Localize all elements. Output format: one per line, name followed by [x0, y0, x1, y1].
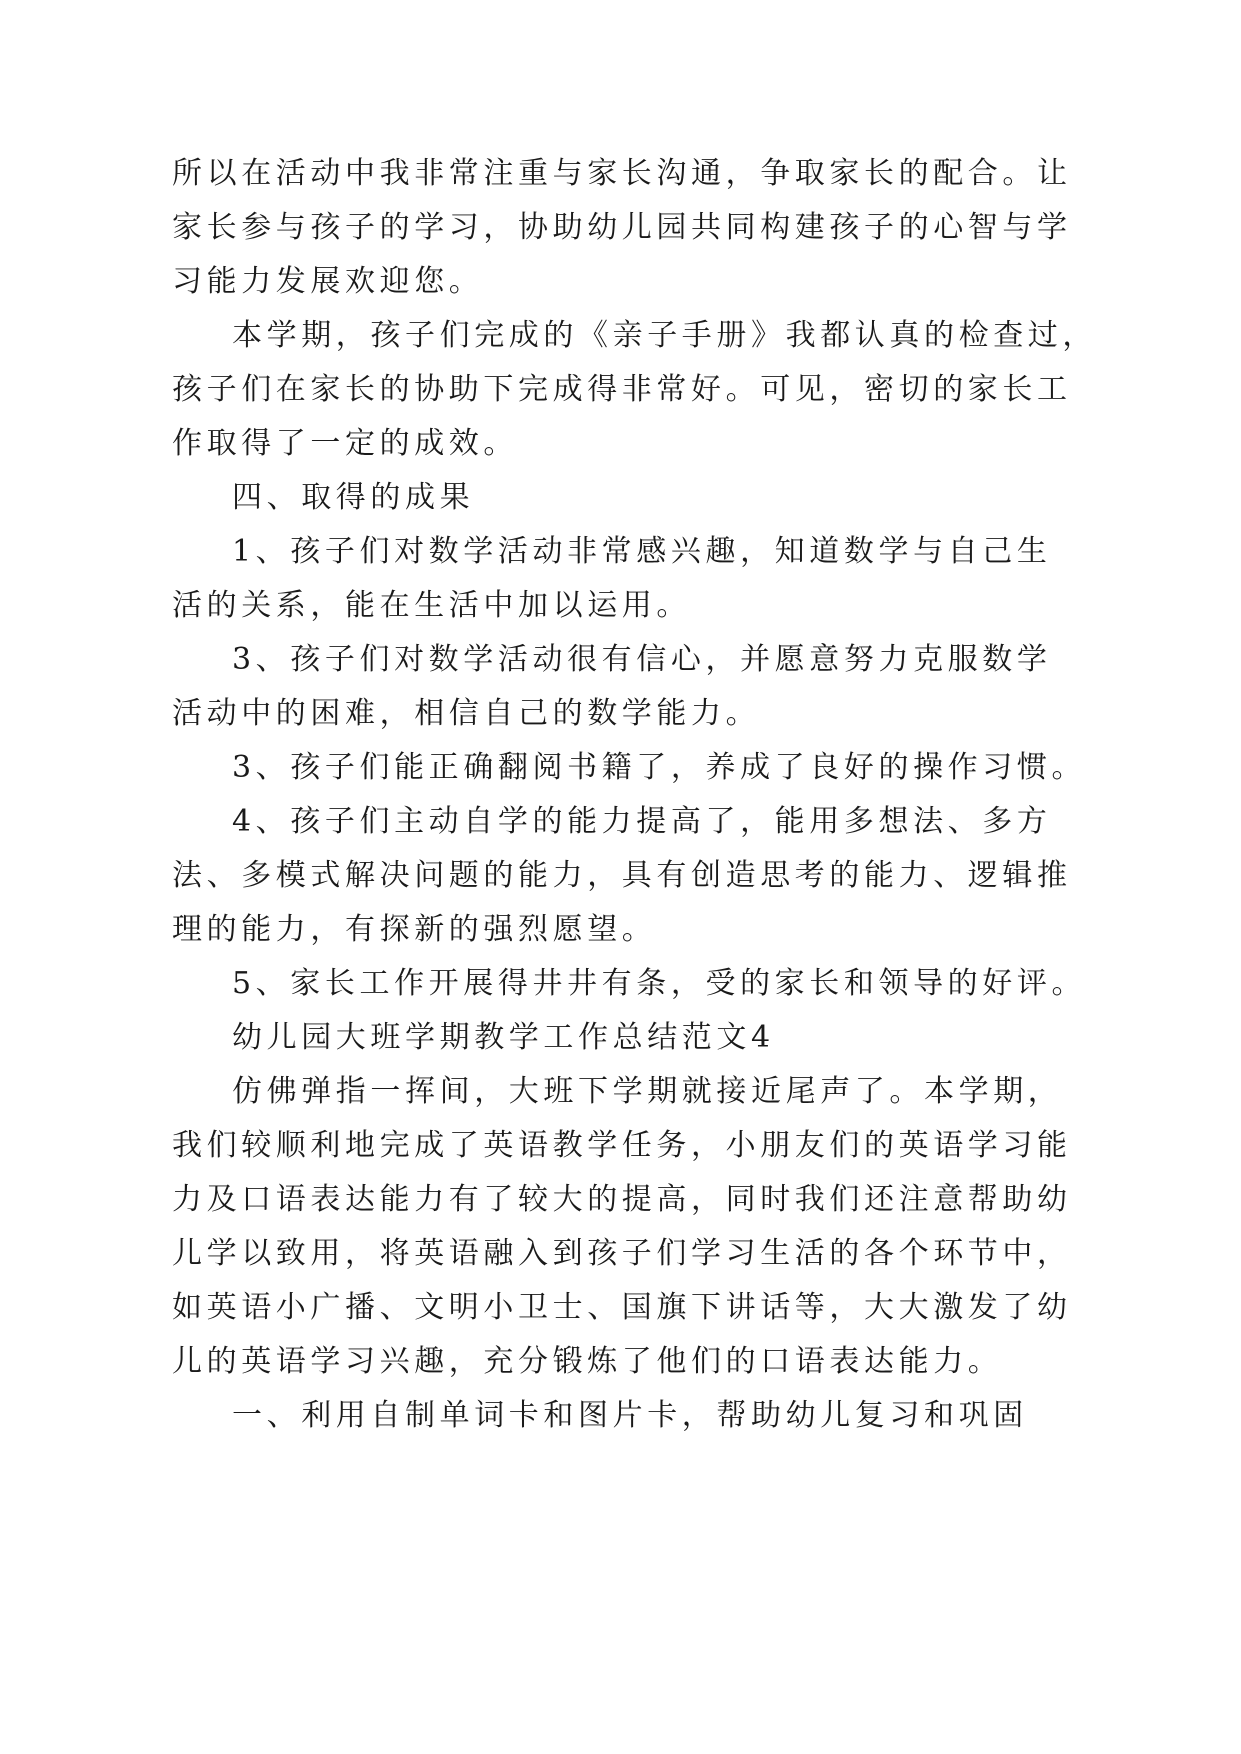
text-line-24: 一、利用自制单词卡和图片卡，帮助幼儿复习和巩固 [232, 1398, 1028, 1433]
text-line-4: 本学期，孩子们完成的《亲子手册》我都认真的检查过， [232, 318, 1097, 353]
text-line-21: 儿学以致用，将英语融入到孩子们学习生活的各个环节中， [172, 1236, 1072, 1271]
article-title: 幼儿园大班学期教学工作总结范文4 [232, 1020, 775, 1055]
text-line-23: 儿的英语学习兴趣，充分锻炼了他们的口语表达能力。 [172, 1344, 1003, 1379]
text-line-3: 习能力发展欢迎您。 [172, 264, 484, 299]
text-line-1: 所以在活动中我非常注重与家长沟通，争取家长的配合。让 [172, 156, 1072, 191]
text-line-19: 我们较顺利地完成了英语教学任务，小朋友们的英语学习能 [172, 1128, 1072, 1163]
text-line-14: 法、多模式解决问题的能力，具有创造思考的能力、逻辑推 [172, 858, 1072, 893]
text-line-18: 仿佛弹指一挥间，大班下学期就接近尾声了。本学期， [232, 1074, 1063, 1109]
text-line-11: 活动中的困难，相信自己的数学能力。 [172, 696, 761, 731]
text-line-6: 作取得了一定的成效。 [172, 426, 518, 461]
text-line-8: 1、孩子们对数学活动非常感兴趣，知道数学与自己生 [232, 534, 1052, 569]
text-line-2: 家长参与孩子的学习，协助幼儿园共同构建孩子的心智与学 [172, 210, 1072, 245]
text-line-16: 5、家长工作开展得井井有条，受的家长和领导的好评。 [232, 966, 1087, 1001]
text-line-20: 力及口语表达能力有了较大的提高，同时我们还注意帮助幼 [172, 1182, 1072, 1217]
text-line-10: 3、孩子们对数学活动很有信心，并愿意努力克服数学 [232, 642, 1052, 677]
text-line-15: 理的能力，有探新的强烈愿望。 [172, 912, 657, 947]
text-line-13: 4、孩子们主动自学的能力提高了，能用多想法、多方 [232, 804, 1052, 839]
section-heading: 四、取得的成果 [232, 480, 475, 515]
text-line-9: 活的关系，能在生活中加以运用。 [172, 588, 691, 623]
text-line-12: 3、孩子们能正确翻阅书籍了，养成了良好的操作习惯。 [232, 750, 1087, 785]
text-line-5: 孩子们在家长的协助下完成得非常好。可见，密切的家长工 [172, 372, 1072, 407]
text-line-22: 如英语小广播、文明小卫士、国旗下讲话等，大大激发了幼 [172, 1290, 1072, 1325]
